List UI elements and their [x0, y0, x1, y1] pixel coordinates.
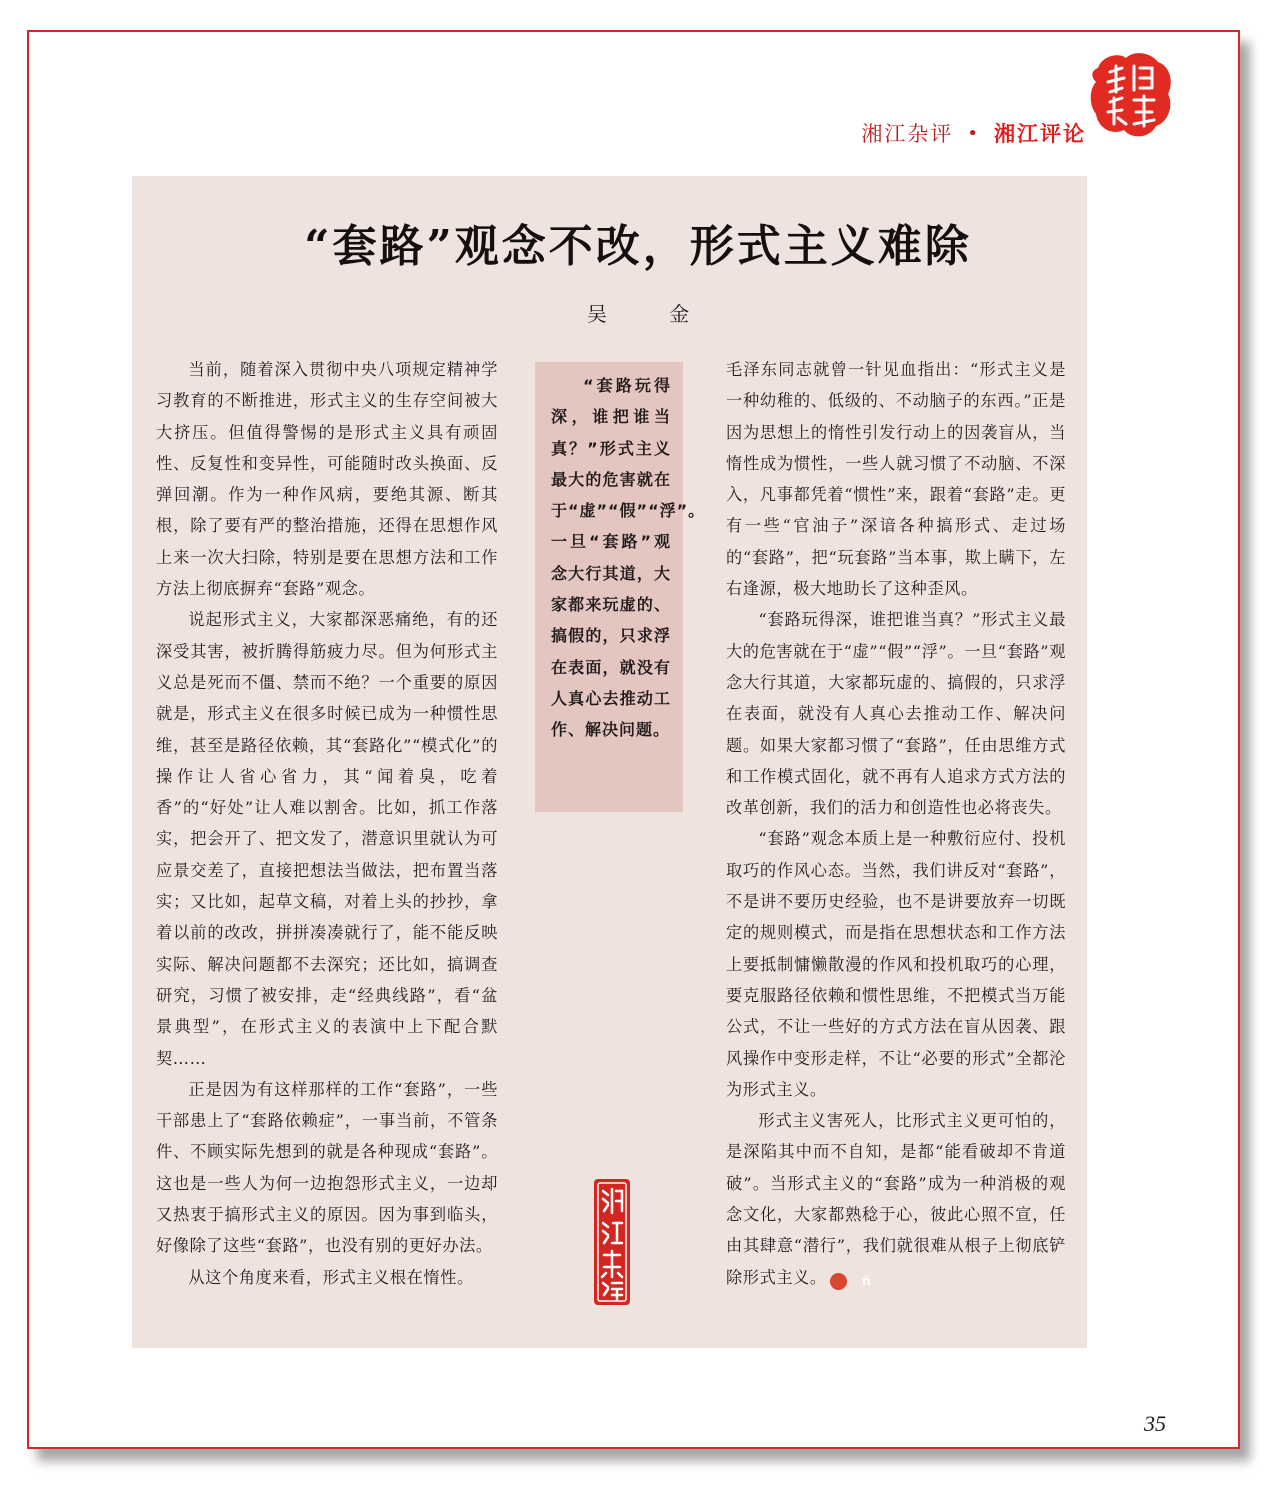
right-column	[726, 354, 1066, 1293]
page-number: 35	[1144, 1411, 1166, 1436]
column-seal-stamp	[592, 1177, 632, 1307]
body-paragraph-continued: 毛泽东同志就曾一针见血指出：“形式主义是一种幼稚的、低级的、不动脑子的东西。”正是因为思想上的惰性引发行动上的因袭盲从，当惰性成为惯性，一些人就习惯了不动脑、不深入，凡事都凭着“惯性”来，跟着“套路”走。更有一些“官油子”深谙各种搞形式、走过场的“套路”，把“玩套路”当本事，欺上瞒下，左右逢源，极大地助长了这种歪风。	[726, 360, 1066, 599]
end-mark-icon: ñ	[830, 1273, 847, 1290]
section-header	[861, 118, 1086, 148]
left-column	[156, 354, 498, 1293]
body-paragraph: “套路玩得深，谁把谁当真？”形式主义最大的危害就在于“虚”“假”“浮”。一旦“套路”观念大行其道，大家都玩虚的、搞假的，只求浮在表面，就没有人真心去推动工作、解决问题。如果大家都习惯了“套路”，任由思维方式和工作模式固化，就不再有人追求方式方法的改革创新，我们的活力和创造性也必将丧失。	[726, 610, 1066, 818]
header-separator: •	[967, 122, 980, 144]
article-author: 吴 金	[586, 302, 718, 326]
column-name: 湘江评论	[994, 122, 1086, 146]
section-name: 湘江杂评	[861, 122, 954, 146]
body-paragraph: “套路”观念本质上是一种敷衍应付、投机取巧的作风心态。当然，我们讲反对“套路”，不是讲不要历史经验，也不是讲要放弃一切既定的规则模式，而是指在思想状态和工作方法上要抵制慵懒散漫的作风和投机取巧的心理，要克服路径依赖和惯性思维，不把模式当万能公式，不让一些好的方式方法在盲从因袭、跟风操作中变形走样，不让“必要的形式”全都沦为形式主义。	[726, 829, 1066, 1099]
body-paragraph: 从这个角度来看，形式主义根在惰性。	[188, 1267, 474, 1287]
last-paragraph-text: 形式主义害死人，比形式主义更可怕的，是深陷其中而不自知，是都“能看破却不肯道破”。当形式主义的“套路”成为一种消极的观念文化，大家都熟稔于心，彼此心照不宣，任由其肆意“潜行”，我们就很难从根子上彻底铲除形式主义。	[726, 1111, 1066, 1287]
body-paragraph: 当前，随着深入贯彻中央八项规定精神学习教育的不断推进，形式主义的生存空间被大大挤压。但值得警惕的是形式主义具有顽固性、反复性和变异性，可能随时改头换面、反弹回潮。作为一种作风病，要绝其源、断其根，除了要有严的整治措施，还得在思想作风上来一次大扫除，特别是要在思想方法和工作方法上彻底摒弃“套路”观念。	[156, 360, 498, 599]
body-paragraph: 正是因为有这样那样的工作“套路”，一些干部患上了“套路依赖症”，一事当前，不管条件、不顾实际先想到的就是各种现成“套路”。这也是一些人为何一边抱怨形式主义，一边却又热衷于搞形式主义的原因。因为事到临头，好像除了这些“套路”，也没有别的更好办法。	[156, 1079, 498, 1256]
article-title: “套路”观念不改，形式主义难除	[304, 221, 972, 272]
pull-quote	[535, 362, 706, 812]
pull-quote-text: “套路玩得深，谁把谁当真？”形式主义最大的危害就在于“虚”“假”“浮”。一旦“套路”观念大行其道，大家都来玩虚的、搞假的，只求浮在表面，就没有人真心去推动工作、解决问题。	[551, 376, 706, 740]
body-paragraph: 说起形式主义，大家都深恶痛绝，有的还深受其害，被折腾得筋疲力尽。但为何形式主义总是死而不僵、禁而不绝？一个重要的原因就是，形式主义在很多时候已成为一种惯性思维，甚至是路径依赖，其“套路化”“模式化”的操作让人省心省力，其“闻着臭，吃着香”的“好处”让人难以割舍。比如，抓工作落实，把会开了、把文发了，潜意识里就认为可应景交差了，直接把想法当做法，把布置当落实；又比如，起草文稿，对着上头的抄抄，拿着以前的改改，拼拼凑凑就行了，能不能反映实际、解决问题都不去深究；还比如，搞调查研究，习惯了被安排，走“经典线路”，看“盆景典型”，在形式主义的表演中上下配合默契……	[156, 610, 498, 1068]
body-paragraph-last	[726, 1105, 1066, 1293]
magazine-logo-seal	[1088, 48, 1174, 140]
